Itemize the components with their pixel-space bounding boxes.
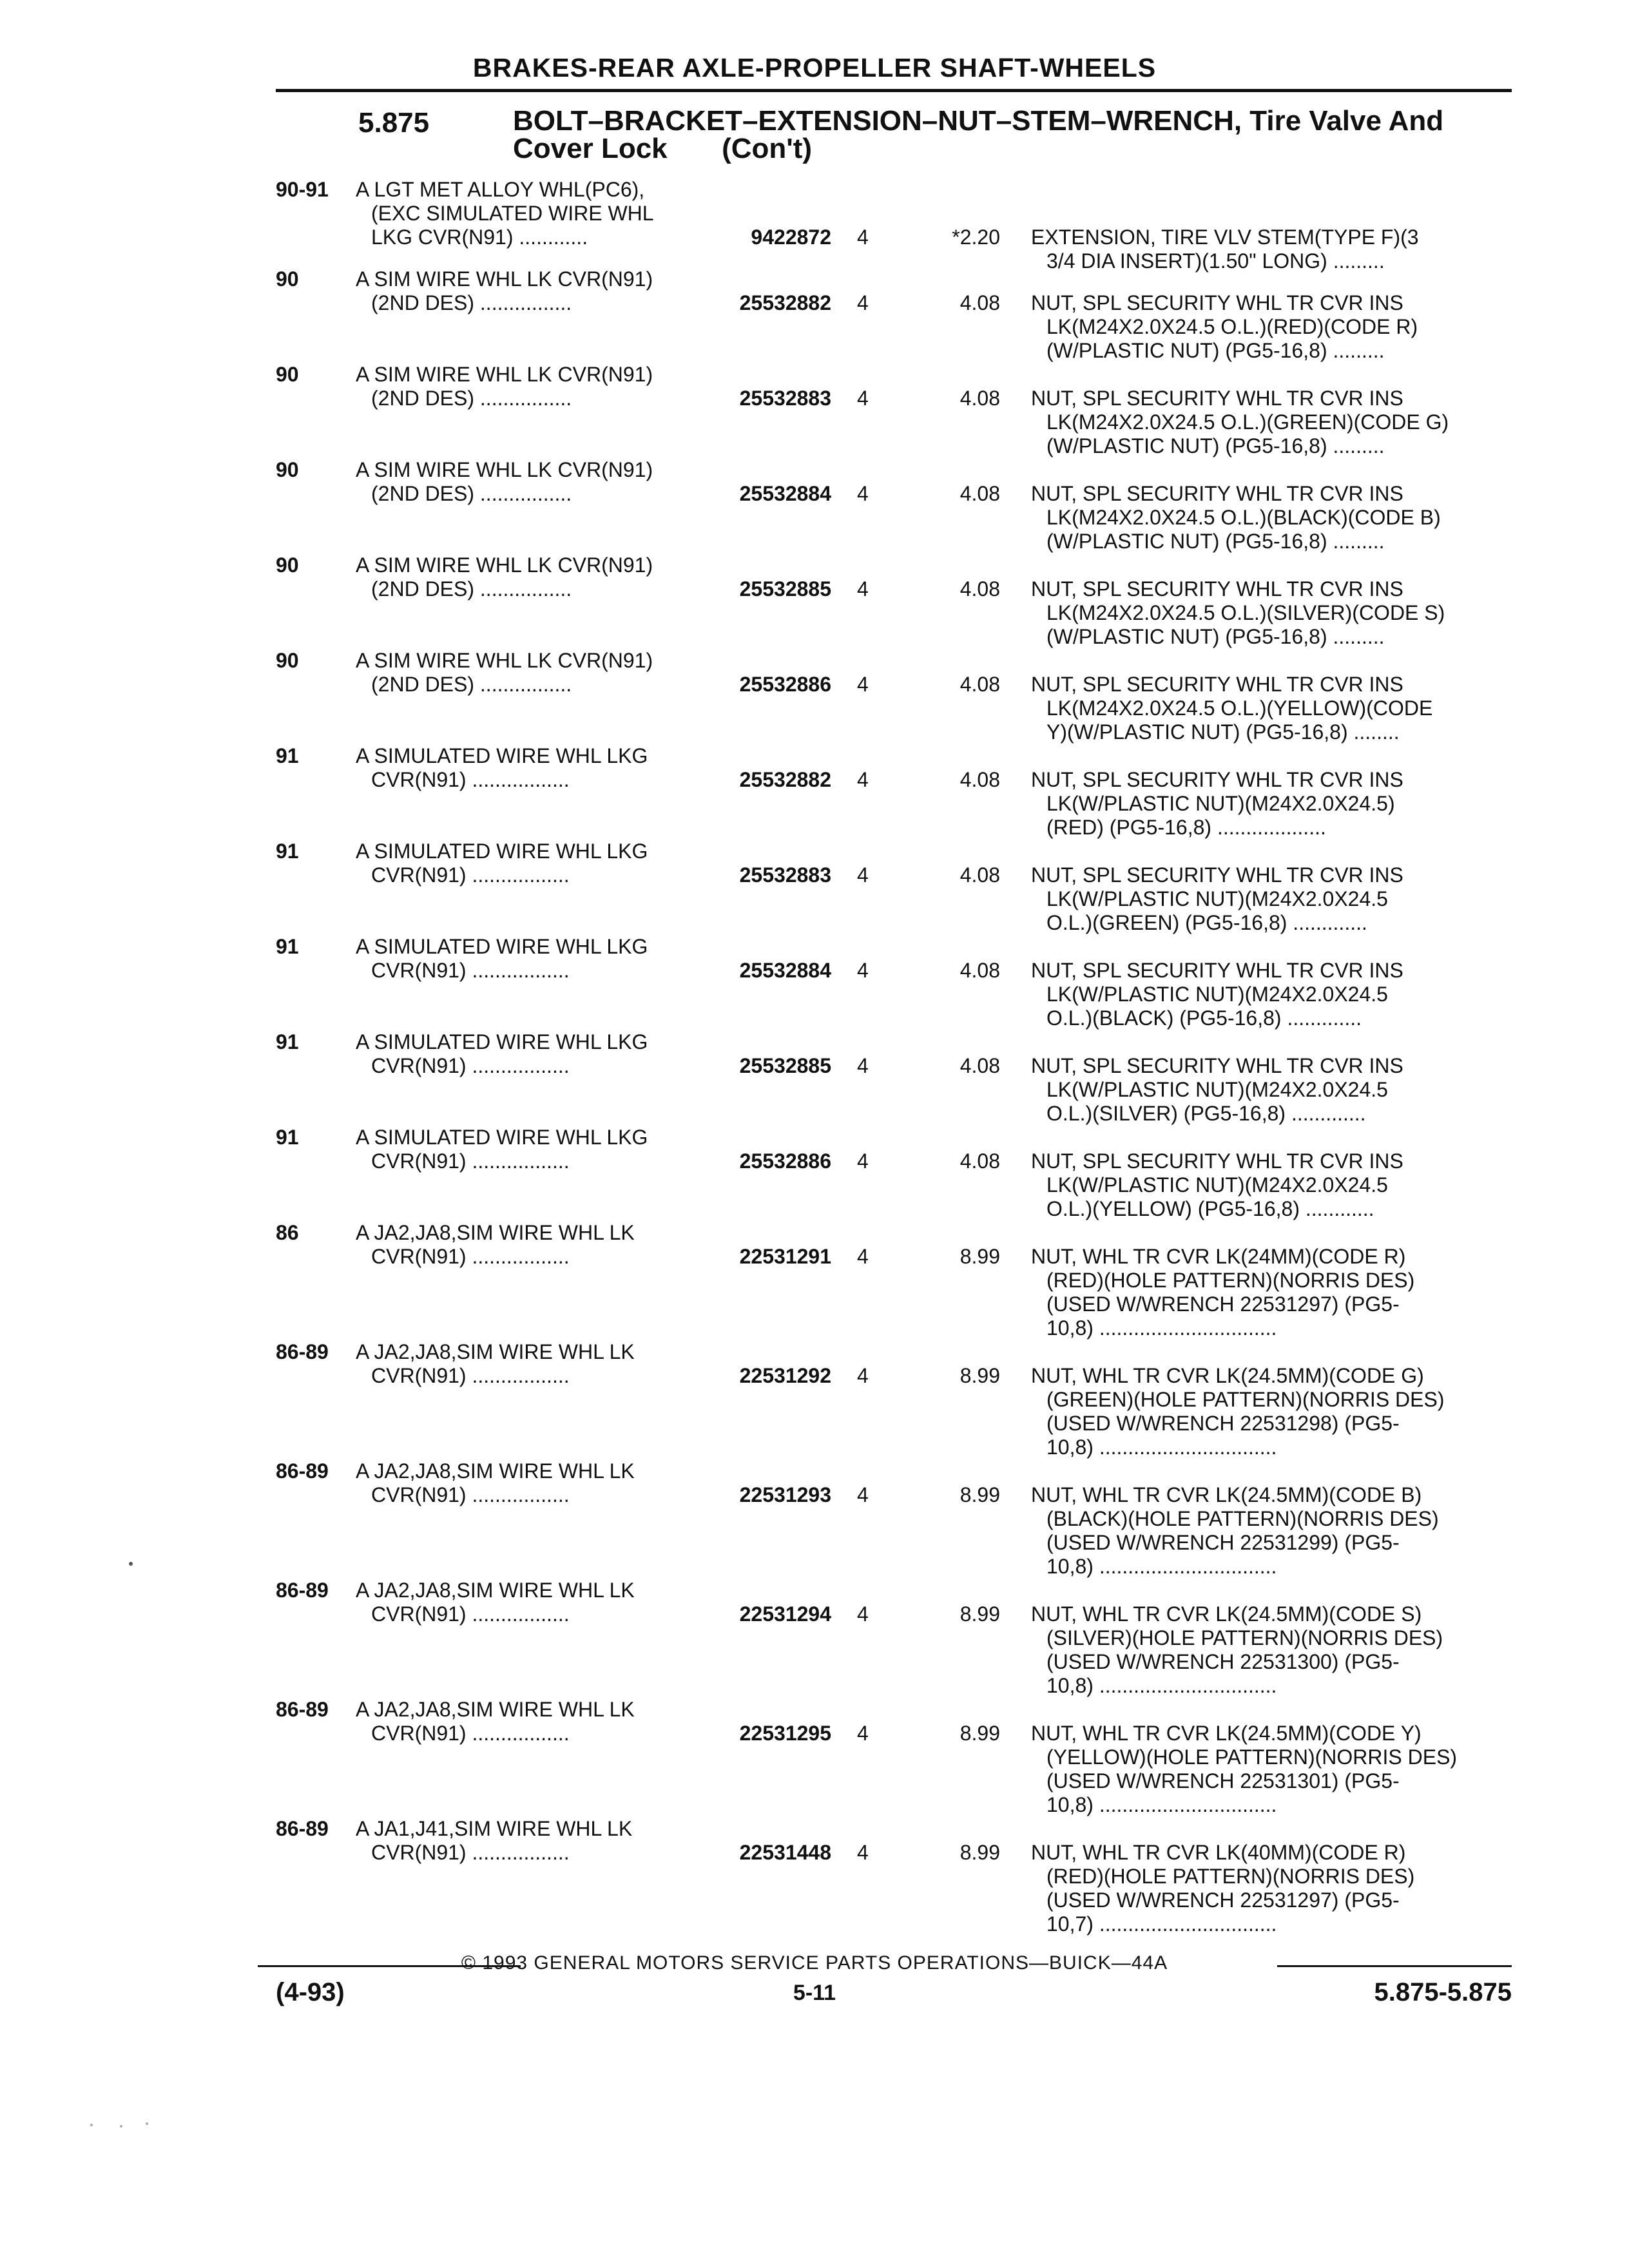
entry-model-years: 91 [276, 840, 299, 863]
entry-quantity: 4 [857, 226, 869, 249]
entry-quantity: 4 [857, 1149, 869, 1173]
entry-part-name-line: NUT, SPL SECURITY WHL TR CVR INS [1031, 387, 1403, 410]
entry-quantity: 4 [857, 387, 869, 410]
entry-part-name-line: EXTENSION, TIRE VLV STEM(TYPE F)(3 [1031, 226, 1419, 249]
entry-description-line: A SIM WIRE WHL LK CVR(N91) [356, 649, 653, 672]
entry-description-line: (2ND DES) ................ [371, 673, 572, 696]
entry-description-line: A SIM WIRE WHL LK CVR(N91) [356, 267, 653, 291]
entry-part-name-line: LK(M24X2.0X24.5 O.L.)(GREEN)(CODE G) [1046, 410, 1449, 434]
entry-quantity: 4 [857, 1364, 869, 1387]
entry-quantity: 4 [857, 577, 869, 601]
entry-quantity: 4 [857, 1841, 869, 1864]
scan-speck [129, 1562, 133, 1566]
entry-part-name [1031, 1841, 1511, 1936]
entry-part-number: 25532884 [739, 959, 831, 982]
entry-application-description [356, 649, 707, 697]
entry-part-name-line: NUT, WHL TR CVR LK(24.5MM)(CODE Y) [1031, 1722, 1422, 1745]
entry-description-line: A JA2,JA8,SIM WIRE WHL LK [356, 1698, 635, 1721]
entry-part-name-line: 10,8) ............................... [1046, 1316, 1277, 1340]
entry-quantity: 4 [857, 673, 869, 696]
entry-description-line: CVR(N91) ................. [371, 1483, 570, 1506]
entry-description-line: A SIMULATED WIRE WHL LKG [356, 840, 648, 863]
entry-application-description [356, 1126, 707, 1173]
entry-part-number: 25532882 [739, 768, 831, 791]
entry-description-line: CVR(N91) ................. [371, 1602, 570, 1626]
entry-part-name-line: (W/PLASTIC NUT) (PG5-16,8) ......... [1046, 339, 1385, 362]
entry-part-name-line: NUT, WHL TR CVR LK(24.5MM)(CODE B) [1031, 1483, 1422, 1506]
entry-description-line: CVR(N91) ................. [371, 1054, 570, 1077]
entry-part-name-line: (W/PLASTIC NUT) (PG5-16,8) ......... [1046, 530, 1385, 553]
entry-description-line: A SIMULATED WIRE WHL LKG [356, 1030, 648, 1053]
entry-part-name-line: LK(M24X2.0X24.5 O.L.)(SILVER)(CODE S) [1046, 601, 1445, 624]
entry-application-description [356, 1698, 707, 1745]
entry-application-description [356, 1340, 707, 1388]
entry-description-line: A SIM WIRE WHL LK CVR(N91) [356, 553, 653, 577]
entry-model-years: 86-89 [276, 1459, 329, 1483]
entry-part-name-line: LK(M24X2.0X24.5 O.L.)(RED)(CODE R) [1046, 315, 1418, 338]
entry-application-description [356, 1817, 707, 1865]
entry-part-name [1031, 1722, 1511, 1817]
entry-part-number: 25532884 [739, 482, 831, 505]
entry-model-years: 86-89 [276, 1340, 329, 1363]
entry-quantity: 4 [857, 291, 869, 314]
entry-part-number: 25532885 [739, 577, 831, 601]
entry-part-name [1031, 1602, 1511, 1698]
footer-section-range: 5.875-5.875 [1374, 1978, 1512, 2006]
entry-part-name-line: LK(W/PLASTIC NUT)(M24X2.0X24.5 [1046, 1173, 1388, 1196]
entry-part-name [1031, 1054, 1511, 1126]
entry-quantity: 4 [857, 1483, 869, 1506]
entry-part-name-line: 3/4 DIA INSERT)(1.50" LONG) ......... [1046, 249, 1385, 273]
entry-description-line: (2ND DES) ................ [371, 387, 572, 410]
entry-quantity: 4 [857, 863, 869, 887]
entry-description-line: (2ND DES) ................ [371, 291, 572, 314]
entry-description-line: CVR(N91) ................. [371, 1149, 570, 1173]
entry-application-description [356, 363, 707, 410]
entry-part-name-line: 10,7) ............................... [1046, 1912, 1277, 1936]
entry-price: 4.08 [959, 1149, 1000, 1173]
entry-quantity: 4 [857, 1722, 869, 1745]
entry-part-number: 25532883 [739, 387, 831, 410]
entry-part-number: 25532883 [739, 863, 831, 887]
entry-part-name-line: LK(M24X2.0X24.5 O.L.)(YELLOW)(CODE [1046, 697, 1433, 720]
entry-quantity: 4 [857, 1602, 869, 1626]
entry-price: 8.99 [959, 1245, 1000, 1268]
entry-part-name-line: NUT, SPL SECURITY WHL TR CVR INS [1031, 1054, 1403, 1077]
entry-part-name-line: NUT, SPL SECURITY WHL TR CVR INS [1031, 673, 1403, 696]
entry-price: 4.08 [959, 482, 1000, 505]
entry-description-line: A SIM WIRE WHL LK CVR(N91) [356, 458, 653, 481]
entry-price: 4.08 [959, 768, 1000, 791]
entry-part-name [1031, 863, 1511, 935]
entry-description-line: LKG CVR(N91) ............ [371, 226, 588, 249]
entry-part-name-line: NUT, WHL TR CVR LK(24.5MM)(CODE G) [1031, 1364, 1424, 1387]
entry-part-name [1031, 1149, 1511, 1221]
entry-part-name-line: (W/PLASTIC NUT) (PG5-16,8) ......... [1046, 625, 1385, 648]
entry-part-name-line: (YELLOW)(HOLE PATTERN)(NORRIS DES) [1046, 1745, 1458, 1769]
section-title-line2 [513, 135, 1499, 162]
entry-part-name [1031, 768, 1511, 840]
entry-price: 4.08 [959, 387, 1000, 410]
entry-part-name-line: O.L.)(GREEN) (PG5-16,8) ............. [1046, 911, 1367, 934]
entry-part-number: 25532886 [739, 673, 831, 696]
entry-model-years: 90 [276, 649, 299, 672]
entry-quantity: 4 [857, 1245, 869, 1268]
entry-part-name-line: NUT, SPL SECURITY WHL TR CVR INS [1031, 577, 1403, 601]
entry-part-name-line: 10,8) ............................... [1046, 1793, 1277, 1816]
entry-part-name [1031, 482, 1511, 553]
entry-part-name-line: (RED)(HOLE PATTERN)(NORRIS DES) [1046, 1269, 1415, 1292]
entry-description-line: A SIMULATED WIRE WHL LKG [356, 935, 648, 958]
section-title-cover-lock: Cover Lock [513, 133, 668, 164]
entry-part-name-line: 10,8) ............................... [1046, 1555, 1277, 1578]
footer-copyright: © 1993 GENERAL MOTORS SERVICE PARTS OPERATIONS—BUICK—44A [461, 1952, 1168, 1974]
entry-description-line: A JA2,JA8,SIM WIRE WHL LK [356, 1221, 635, 1244]
entry-part-number: 9422872 [751, 226, 831, 249]
entry-part-name [1031, 226, 1511, 273]
entry-description-line: A JA1,J41,SIM WIRE WHL LK [356, 1817, 633, 1840]
header-rule [276, 89, 1512, 92]
entry-quantity: 4 [857, 768, 869, 791]
footer-page-number: 5-11 [793, 1981, 836, 2005]
entry-application-description [356, 1459, 707, 1507]
entry-model-years: 90-91 [276, 178, 329, 201]
entry-quantity: 4 [857, 1054, 869, 1077]
entry-quantity: 4 [857, 959, 869, 982]
entry-model-years: 86-89 [276, 1698, 329, 1721]
entry-model-years: 90 [276, 458, 299, 481]
entry-description-line: CVR(N91) ................. [371, 768, 570, 791]
entry-application-description [356, 1221, 707, 1269]
entry-part-name-line: (SILVER)(HOLE PATTERN)(NORRIS DES) [1046, 1626, 1443, 1649]
entry-part-number: 22531292 [739, 1364, 831, 1387]
page-header-title: BRAKES-REAR AXLE-PROPELLER SHAFT-WHEELS [472, 53, 1157, 82]
entry-price: 8.99 [959, 1364, 1000, 1387]
entry-description-line: A LGT MET ALLOY WHL(PC6), [356, 178, 645, 201]
entry-description-line: A SIMULATED WIRE WHL LKG [356, 1126, 648, 1149]
entry-part-name-line: NUT, SPL SECURITY WHL TR CVR INS [1031, 768, 1403, 791]
entry-model-years: 91 [276, 1126, 299, 1149]
entry-part-name-line: LK(W/PLASTIC NUT)(M24X2.0X24.5) [1046, 792, 1395, 815]
section-title-continued: (Con't) [722, 133, 813, 164]
entry-description-line: A JA2,JA8,SIM WIRE WHL LK [356, 1579, 635, 1602]
entry-price: 4.08 [959, 1054, 1000, 1077]
entry-description-line: A JA2,JA8,SIM WIRE WHL LK [356, 1459, 635, 1483]
entry-description-line: A SIM WIRE WHL LK CVR(N91) [356, 363, 653, 386]
entry-part-name-line: LK(W/PLASTIC NUT)(M24X2.0X24.5 [1046, 887, 1388, 910]
entry-part-number: 25532882 [739, 291, 831, 314]
entry-part-name-line: LK(M24X2.0X24.5 O.L.)(BLACK)(CODE B) [1046, 506, 1441, 529]
section-number: 5.875 [358, 107, 430, 139]
entry-part-number: 22531293 [739, 1483, 831, 1506]
entry-part-number: 22531294 [739, 1602, 831, 1626]
entry-part-number: 22531291 [739, 1245, 831, 1268]
entry-part-name-line: O.L.)(BLACK) (PG5-16,8) ............. [1046, 1006, 1362, 1030]
entry-part-name [1031, 1245, 1511, 1340]
entry-part-name [1031, 577, 1511, 649]
entry-description-line: CVR(N91) ................. [371, 1722, 570, 1745]
entry-description-line: CVR(N91) ................. [371, 1841, 570, 1864]
entry-part-name-line: NUT, SPL SECURITY WHL TR CVR INS [1031, 863, 1403, 887]
entry-part-name-line: (RED)(HOLE PATTERN)(NORRIS DES) [1046, 1865, 1415, 1888]
entry-description-line: (EXC SIMULATED WIRE WHL [371, 202, 654, 225]
entry-part-name-line: (GREEN)(HOLE PATTERN)(NORRIS DES) [1046, 1388, 1445, 1411]
entry-part-name-line: (USED W/WRENCH 22531298) (PG5- [1046, 1412, 1400, 1435]
entry-part-name-line: (USED W/WRENCH 22531297) (PG5- [1046, 1888, 1400, 1912]
entry-description-line: (2ND DES) ................ [371, 482, 572, 505]
footer-date: (4-93) [276, 1978, 345, 2006]
entry-model-years: 86 [276, 1221, 299, 1244]
entry-description-line: CVR(N91) ................. [371, 1245, 570, 1268]
entry-quantity: 4 [857, 482, 869, 505]
entry-part-name-line: Y)(W/PLASTIC NUT) (PG5-16,8) ........ [1046, 720, 1400, 744]
entry-description-line: CVR(N91) ................. [371, 959, 570, 982]
entry-application-description [356, 267, 707, 315]
entry-part-name-line: (USED W/WRENCH 22531300) (PG5- [1046, 1650, 1400, 1673]
entry-part-name-line: NUT, SPL SECURITY WHL TR CVR INS [1031, 959, 1403, 982]
entry-price: 4.08 [959, 673, 1000, 696]
entry-part-name [1031, 673, 1511, 744]
entry-part-name [1031, 959, 1511, 1030]
entry-model-years: 86-89 [276, 1817, 329, 1840]
entry-description-line: A JA2,JA8,SIM WIRE WHL LK [356, 1340, 635, 1363]
scan-speck [120, 2125, 122, 2128]
entry-application-description [356, 840, 707, 887]
entry-price: *2.20 [952, 226, 1000, 249]
entry-price: 4.08 [959, 959, 1000, 982]
entry-model-years: 86-89 [276, 1579, 329, 1602]
section-title-line1: BOLT–BRACKET–EXTENSION–NUT–STEM–WRENCH, Tire Valve And [513, 105, 1444, 137]
entry-part-name-line: (USED W/WRENCH 22531301) (PG5- [1046, 1769, 1400, 1792]
entry-part-name-line: NUT, WHL TR CVR LK(24MM)(CODE R) [1031, 1245, 1406, 1268]
entry-application-description [356, 458, 707, 506]
entry-part-name-line: (RED) (PG5-16,8) ................... [1046, 816, 1326, 839]
entry-part-name-line: (W/PLASTIC NUT) (PG5-16,8) ......... [1046, 434, 1385, 457]
entry-model-years: 90 [276, 553, 299, 577]
entry-part-name-line: 10,8) ............................... [1046, 1436, 1277, 1459]
entry-price: 8.99 [959, 1602, 1000, 1626]
scan-speck [146, 2122, 148, 2125]
entry-price: 8.99 [959, 1841, 1000, 1864]
entry-model-years: 91 [276, 935, 299, 958]
entry-part-name-line: 10,8) ............................... [1046, 1674, 1277, 1697]
entry-part-number: 22531295 [739, 1722, 831, 1745]
entry-part-name [1031, 1483, 1511, 1579]
entry-part-name-line: LK(W/PLASTIC NUT)(M24X2.0X24.5 [1046, 1078, 1388, 1101]
entry-application-description [356, 744, 707, 792]
entry-description-line: (2ND DES) ................ [371, 577, 572, 601]
entry-description-line: CVR(N91) ................. [371, 1364, 570, 1387]
entry-price: 4.08 [959, 291, 1000, 314]
entry-price: 4.08 [959, 863, 1000, 887]
entry-part-name-line: NUT, SPL SECURITY WHL TR CVR INS [1031, 291, 1403, 314]
entry-part-name-line: O.L.)(SILVER) (PG5-16,8) ............. [1046, 1102, 1366, 1125]
entry-model-years: 91 [276, 744, 299, 767]
entry-part-name-line: LK(W/PLASTIC NUT)(M24X2.0X24.5 [1046, 983, 1388, 1006]
entry-part-name [1031, 291, 1511, 363]
entry-part-number: 22531448 [739, 1841, 831, 1864]
entry-part-name-line: NUT, WHL TR CVR LK(40MM)(CODE R) [1031, 1841, 1406, 1864]
entry-part-number: 25532885 [739, 1054, 831, 1077]
entry-part-name-line: NUT, SPL SECURITY WHL TR CVR INS [1031, 1149, 1403, 1173]
entry-part-name-line: NUT, WHL TR CVR LK(24.5MM)(CODE S) [1031, 1602, 1422, 1626]
entry-part-name-line: O.L.)(YELLOW) (PG5-16,8) ............ [1046, 1197, 1374, 1220]
entry-application-description [356, 935, 707, 983]
entry-price: 4.08 [959, 577, 1000, 601]
entry-model-years: 91 [276, 1030, 299, 1053]
entry-part-name [1031, 387, 1511, 458]
entry-description-line: A SIMULATED WIRE WHL LKG [356, 744, 648, 767]
scan-speck [90, 2124, 93, 2126]
entry-part-number: 25532886 [739, 1149, 831, 1173]
entry-part-name-line: (BLACK)(HOLE PATTERN)(NORRIS DES) [1046, 1507, 1439, 1530]
entry-application-description [356, 1579, 707, 1626]
entry-application-description [356, 553, 707, 601]
entry-model-years: 90 [276, 363, 299, 386]
entry-application-description [356, 178, 707, 249]
section-title [513, 107, 1499, 162]
entry-price: 8.99 [959, 1722, 1000, 1745]
entry-description-line: CVR(N91) ................. [371, 863, 570, 887]
entry-part-name [1031, 1364, 1511, 1459]
entry-price: 8.99 [959, 1483, 1000, 1506]
entry-model-years: 90 [276, 267, 299, 291]
entry-application-description [356, 1030, 707, 1078]
entry-part-name-line: (USED W/WRENCH 22531299) (PG5- [1046, 1531, 1400, 1554]
entry-part-name-line: (USED W/WRENCH 22531297) (PG5- [1046, 1293, 1400, 1316]
entry-part-name-line: NUT, SPL SECURITY WHL TR CVR INS [1031, 482, 1403, 505]
